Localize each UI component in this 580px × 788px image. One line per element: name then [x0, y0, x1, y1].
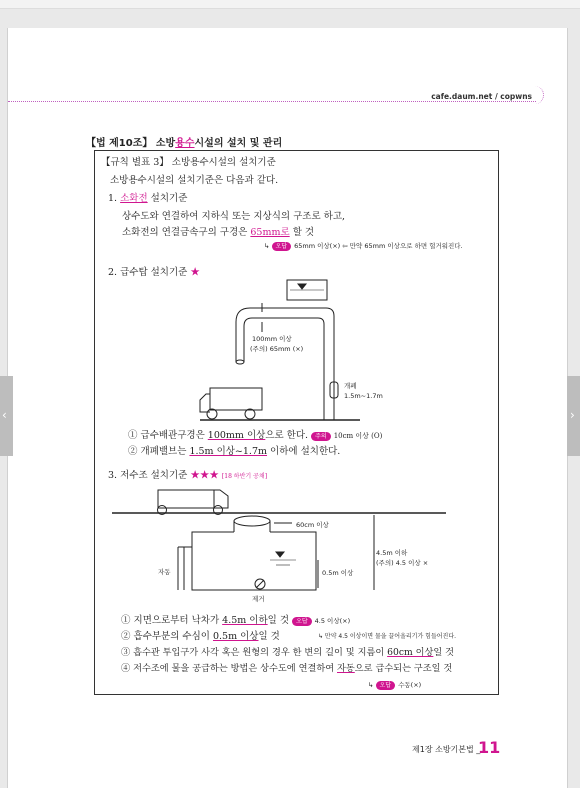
- label-valve: 개폐: [344, 382, 357, 390]
- law-title: 【법 제10조】 소방용수시설의 설치 및 관리: [86, 138, 283, 149]
- label-0-5m: 0.5m 이상: [322, 569, 354, 577]
- intake-cap: [234, 516, 270, 526]
- section2-item2: ② 개폐밸브는 1.5m 이상~1.7m 이하에 설치한다.: [128, 446, 341, 457]
- label-pipe-diameter: 100mm 이상: [252, 335, 292, 343]
- truck-tank: [158, 490, 214, 508]
- section3-item4-note: ↳ 오답 수동(×): [368, 681, 422, 689]
- section1-heading: 1. 소화전 설치기준: [108, 193, 188, 204]
- section2-item1: ① 급수배관구경은 100mm 이상으로 한다. 주의 10cm 이상 (O): [128, 430, 383, 441]
- label-4-5m: 4.5m 이하: [376, 549, 408, 557]
- tank-body: [192, 532, 316, 590]
- chevron-left-icon: ‹: [2, 408, 7, 422]
- section2-heading: 2. 급수탑 설치기준 ★: [108, 267, 200, 278]
- water-level-icon: [276, 552, 284, 557]
- rule-intro: 소방용수시설의 설치기준은 다음과 같다.: [110, 175, 279, 186]
- pipe-end: [236, 360, 244, 364]
- label-valve-height: 1.5m~1.7m: [344, 392, 383, 400]
- truck-cab: [214, 490, 228, 508]
- label-4-5m-warning: (주의) 4.5 이상 ×: [376, 559, 429, 567]
- truck-cab: [200, 394, 210, 412]
- page-number: 11: [478, 738, 501, 757]
- water-level-icon: [298, 284, 306, 289]
- section3-item4: ④ 저수조에 물을 공급하는 방법은 상수도에 연결하여 자동으로 급수되는 구조일 것: [121, 663, 453, 674]
- site-url: cafe.daum.net / copwns: [431, 92, 532, 101]
- label-60cm: 60cm 이상: [296, 521, 329, 529]
- chevron-right-icon: ›: [570, 408, 575, 422]
- supply-pipe: [178, 547, 192, 590]
- section3-item3: ③ 흡수관 투입구가 사각 혹은 원형의 경우 한 변의 길이 및 지름이 60cm 이상일 것: [121, 647, 455, 658]
- footer-chapter: 제1장 소방기본법 _: [412, 745, 481, 754]
- label-remove: 제거: [252, 595, 265, 603]
- section3-heading: 3. 저수조 설치기준 ★★★ [18 하반기 공채]: [108, 470, 268, 481]
- section1-note: ↳ 오답 65mm 이상(×) ⇦ 만약 65mm 이상으로 하면 헐거워진다.: [264, 242, 463, 250]
- truck-tank: [210, 388, 262, 410]
- section1-line2: 소화전의 연결금속구의 구경은 65mm로 할 것: [122, 227, 315, 238]
- rule-title: 【규칙 별표 3】 소방용수시설의 설치기준: [101, 157, 276, 168]
- section3-item2-note: ↳ 만약 4.5 이상이면 물을 끌어올리기가 힘들어진다.: [318, 633, 457, 640]
- section3-item1: ① 지면으로부터 낙차가 4.5m 이하일 것 오답 4.5 이상(×): [121, 615, 351, 626]
- section3-item2: ② 흡수부분의 수심이 0.5m 이상일 것: [121, 631, 280, 642]
- label-auto: 자동: [158, 568, 171, 576]
- section1-line1: 상수도와 연결하여 지하식 또는 지상식의 구조로 하고,: [122, 211, 346, 222]
- pipe-outer: [236, 308, 334, 420]
- label-pipe-warning: (주의) 65mm (×): [250, 345, 304, 353]
